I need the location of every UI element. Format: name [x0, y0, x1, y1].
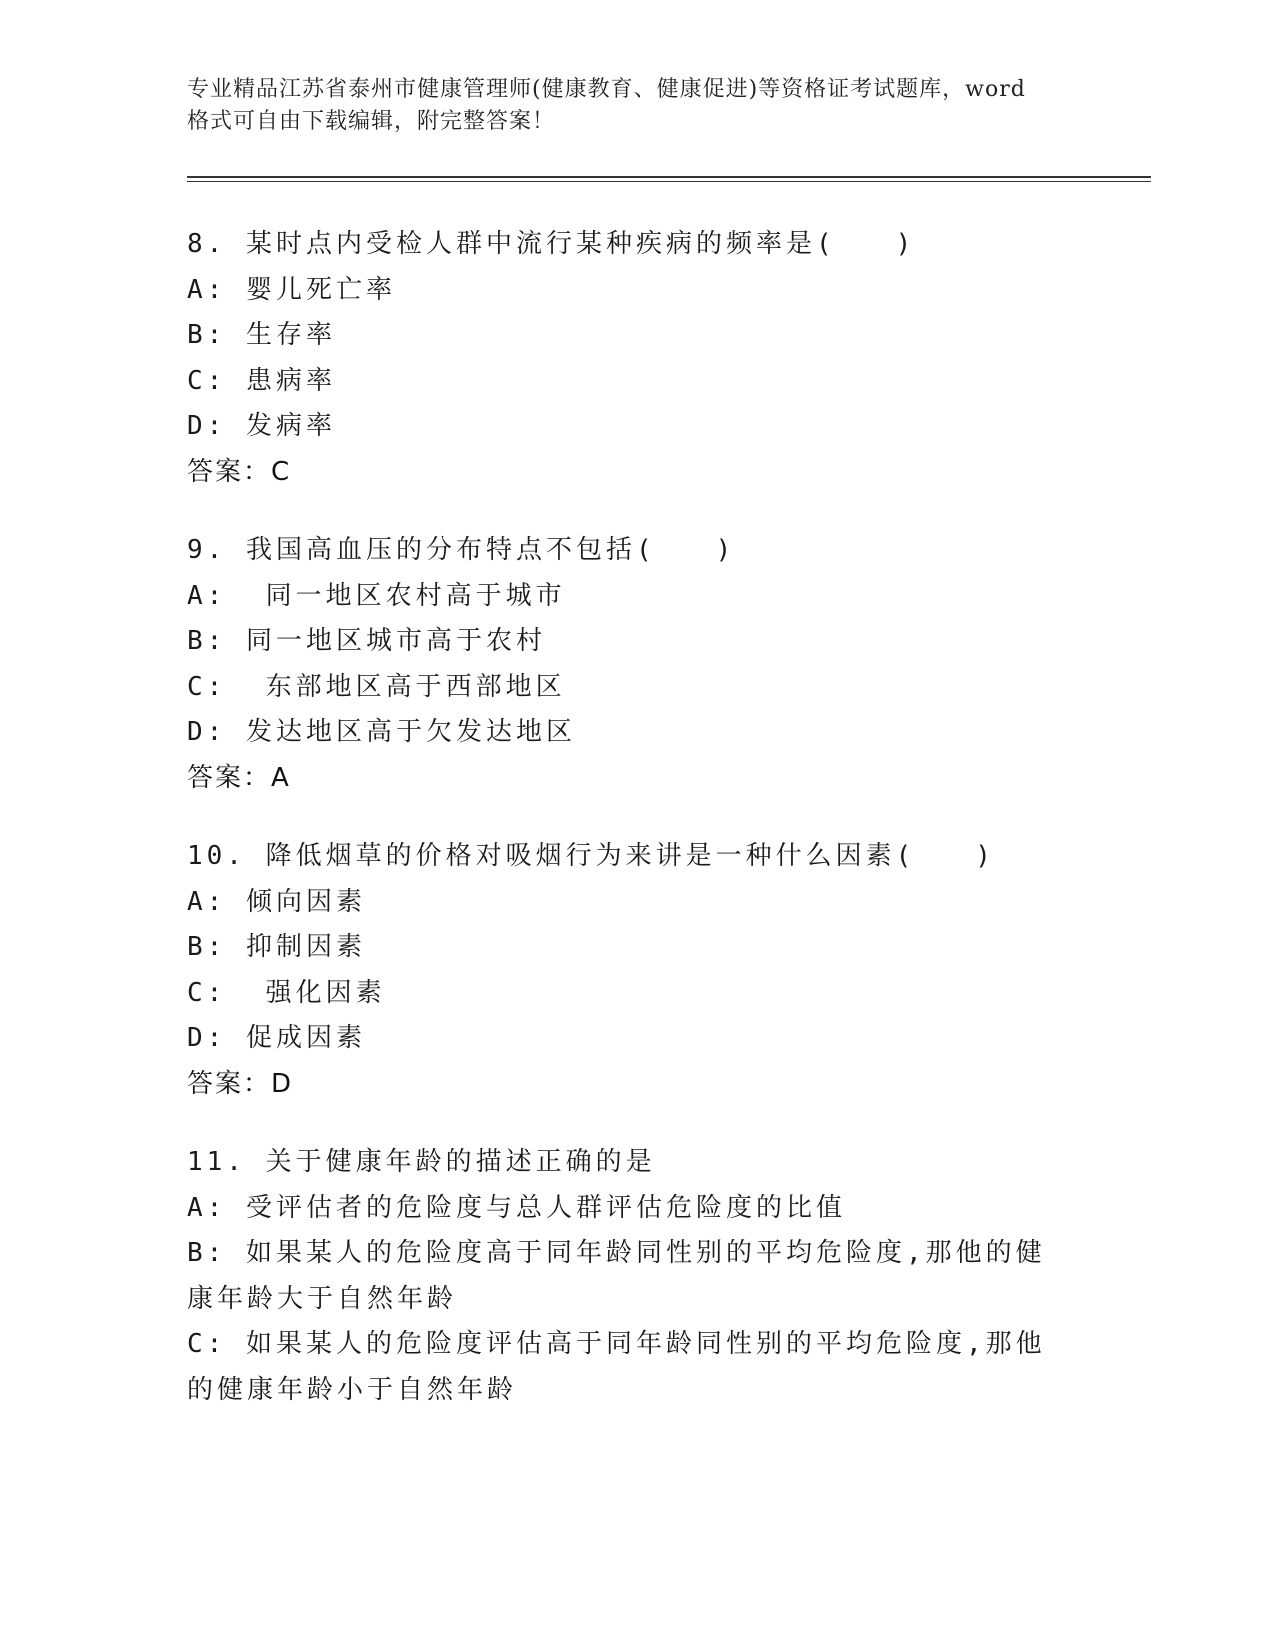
option-b: B: 如果某人的危险度高于同年龄同性别的平均危险度,那他的健康年龄大于自然年龄 [187, 1238, 1046, 1314]
option-a: A: 受评估者的危险度与总人群评估危险度的比值 [187, 1192, 846, 1223]
option-c: C: 强化因素 [187, 977, 386, 1008]
option-d: D: 发达地区高于欠发达地区 [187, 717, 576, 747]
option-b: B: 生存率 [187, 320, 336, 350]
document-header [187, 74, 1087, 138]
question-text: 9. 我国高血压的分布特点不包括( ) [187, 535, 736, 565]
header-divider-thick [187, 176, 1151, 178]
option-a: A: 同一地区农村高于城市 [187, 580, 566, 611]
option-c: C: 如果某人的危险度评估高于同年龄同性别的平均危险度,那他的健康年龄小于自然年龄 [187, 1329, 1046, 1405]
option-b: B: 同一地区城市高于农村 [187, 626, 546, 656]
option-d: D: 发病率 [187, 411, 336, 441]
question-block-10 [187, 834, 1087, 1107]
answer-text: 答案：D [187, 1068, 294, 1099]
option-a: A: 倾向因素 [187, 886, 366, 917]
answer-text: 答案：C [187, 456, 292, 487]
option-b: B: 抑制因素 [187, 932, 366, 962]
question-text: 11. 关于健康年龄的描述正确的是 [187, 1147, 656, 1177]
answer-text: 答案：A [187, 762, 291, 793]
question-block-11 [187, 1140, 1087, 1413]
option-d: D: 促成因素 [187, 1023, 366, 1053]
option-c: C: 东部地区高于西部地区 [187, 671, 566, 702]
question-block-9 [187, 528, 1087, 801]
option-c: C: 患病率 [187, 365, 336, 396]
header-line-1: 专业精品江苏省泰州市健康管理师(健康教育、健康促进)等资格证考试题库，word [187, 77, 1026, 102]
question-text: 10. 降低烟草的价格对吸烟行为来讲是一种什么因素( ) [187, 841, 995, 871]
header-line-2: 格式可自由下载编辑，附完整答案！ [187, 109, 556, 134]
option-a: A: 婴儿死亡率 [187, 274, 396, 305]
header-divider-thin [187, 181, 1151, 182]
question-block-8 [187, 222, 1087, 495]
question-text: 8. 某时点内受检人群中流行某种疾病的频率是( ) [187, 229, 916, 259]
